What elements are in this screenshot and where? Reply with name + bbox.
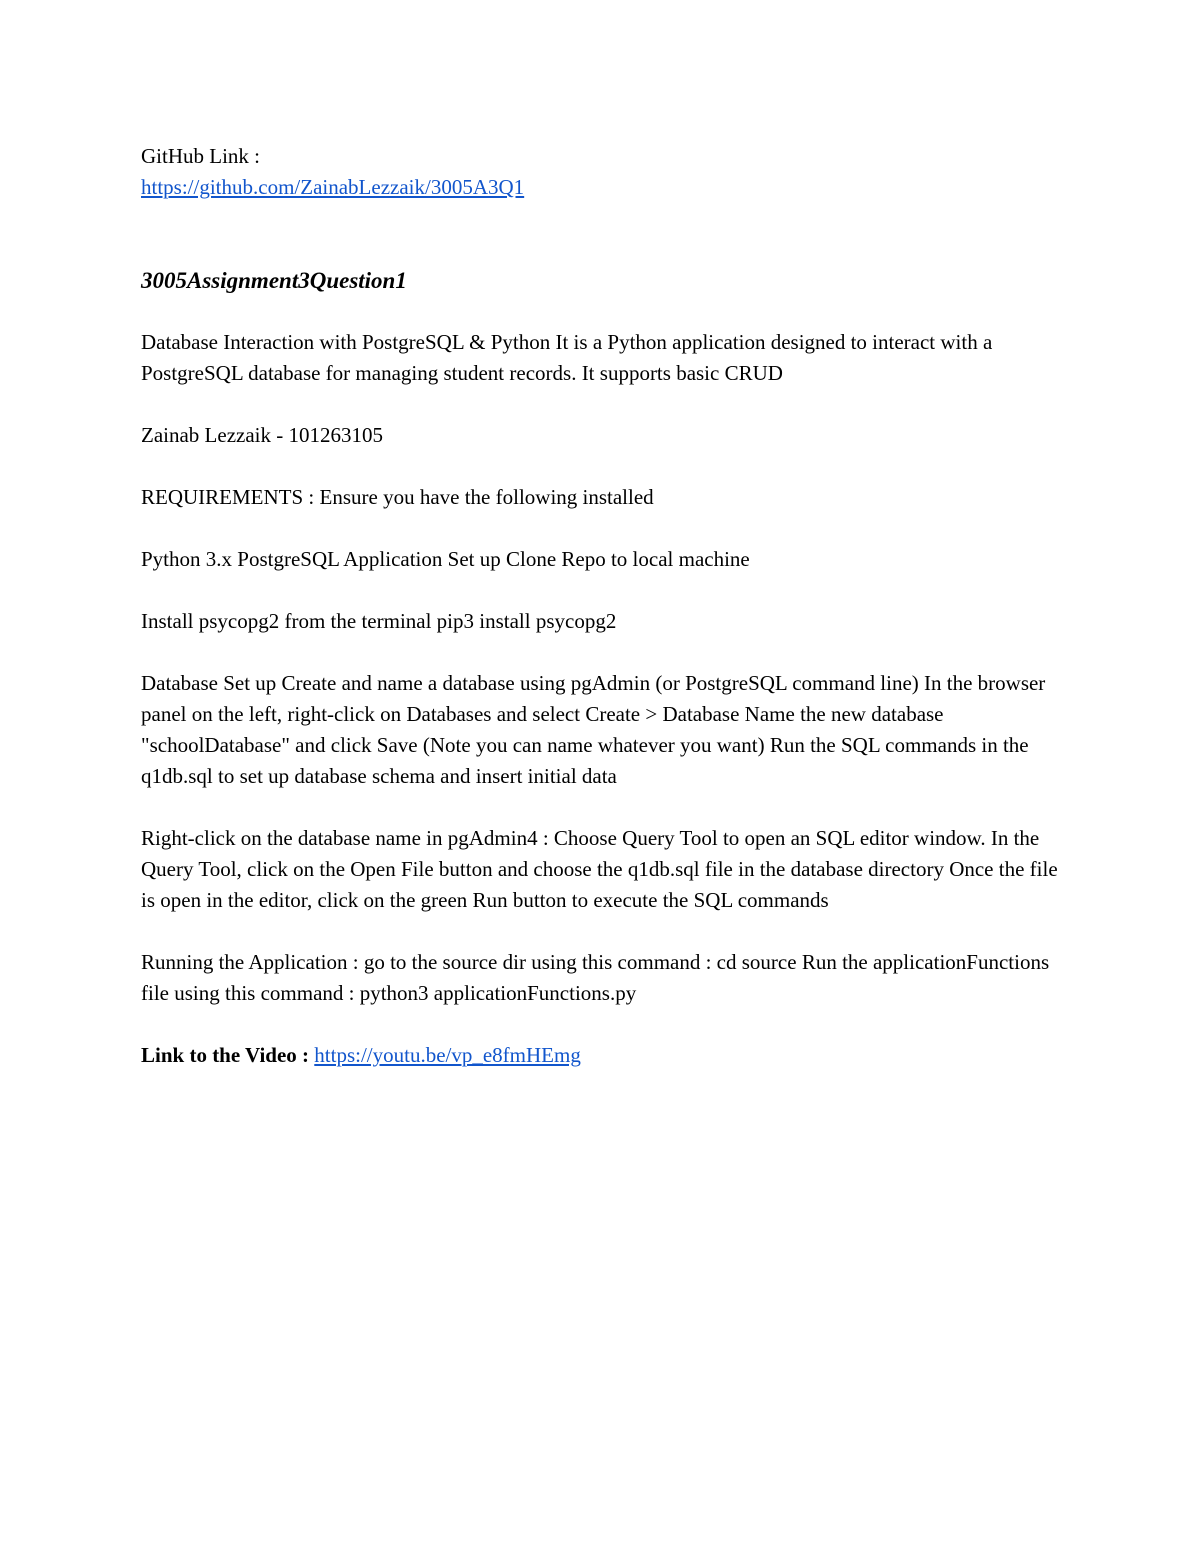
running-application-paragraph: Running the Application : go to the source dir using this command : cd source Run the applicationFunctions file using this command : python3 applicationFunctions.py [141, 950, 1050, 1005]
github-link-line [141, 172, 1061, 203]
query-tool-paragraph: Right-click on the database name in pgAdmin4 : Choose Query Tool to open an SQL editor window. In the Query Tool, click on the Open File button and choose the q1db.sql file in the database directory Once the file is open in the editor, click on the green Run button to execute the SQL commands [141, 826, 1058, 912]
database-setup-paragraph: Database Set up Create and name a database using pgAdmin (or PostgreSQL command line) In the browser panel on the left, right-click on Databases and select Create > Database Name the new database "schoolDatabase" and click Save (Note you can name whatever you want) Run the SQL commands in the q1db.sql to set up database schema and insert initial data [141, 671, 1046, 788]
video-link[interactable]: https://youtu.be/vp_e8fmHEmg [314, 1043, 581, 1067]
author-line: Zainab Lezzaik - 101263105 [141, 423, 383, 447]
video-link-line [141, 1040, 1061, 1071]
github-link[interactable]: https://github.com/ZainabLezzaik/3005A3Q1 [141, 175, 525, 199]
document-title: 3005Assignment3Question1 [141, 268, 407, 293]
video-label: Link to the Video : [141, 1043, 310, 1067]
intro-paragraph: Database Interaction with PostgreSQL & Python It is a Python application designed to interact with a PostgreSQL database for managing student records. It supports basic CRUD [141, 330, 993, 385]
requirements-line: REQUIREMENTS : Ensure you have the following installed [141, 485, 654, 509]
python-requirements-line: Python 3.x PostgreSQL Application Set up Clone Repo to local machine [141, 547, 750, 571]
install-line: Install psycopg2 from the terminal pip3 install psycopg2 [141, 609, 617, 633]
document-body [141, 141, 1061, 1071]
github-label: GitHub Link : [141, 144, 260, 168]
